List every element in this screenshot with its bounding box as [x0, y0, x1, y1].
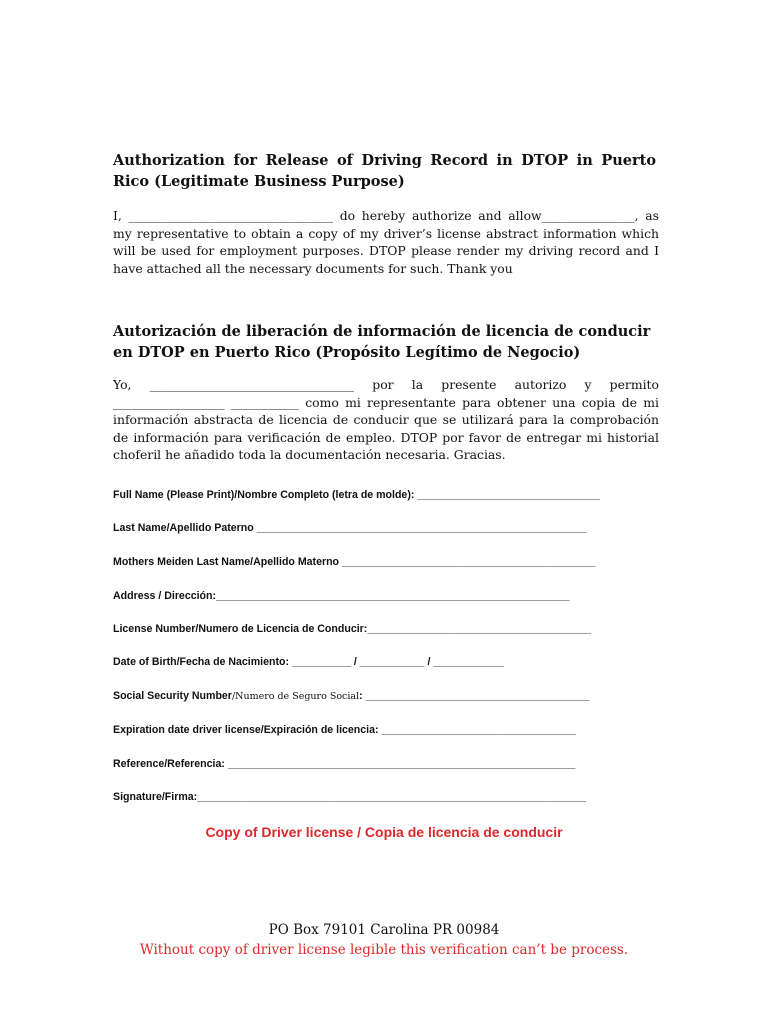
english-authorization-paragraph: I, _________________________________ do hereby authorize and allow_______________, as my representative to obtain a copy of my driver’s license abstract information which will be used for employment purposes. DTOP please render my driving record and I have attached all the necessary documents for such. Thank you — [113, 208, 659, 276]
last-name-label: Last Name/Apellido Paterno — [113, 522, 257, 534]
last-name-field[interactable] — [113, 522, 587, 534]
date-of-birth-blank[interactable]: __________ / ___________ / ____________ — [291, 656, 505, 668]
reference-blank[interactable]: ___________________________________________________________ — [227, 758, 576, 770]
mothers-last-name-field[interactable] — [113, 556, 595, 568]
mothers-last-name-blank[interactable]: ___________________________________________ — [341, 556, 596, 568]
expiration-date-blank[interactable]: _________________________________ — [381, 724, 576, 736]
license-number-label: License Number/Numero de Licencia de Conducir: — [113, 623, 368, 635]
address-blank[interactable]: ____________________________________________________________ — [216, 590, 570, 602]
full-name-field[interactable] — [113, 489, 600, 501]
signature-blank[interactable]: __________________________________________________________________ — [197, 791, 587, 803]
footer-warning: Without copy of driver license legible this verification can’t be process. — [139, 942, 629, 958]
social-security-label-colon: : — [359, 690, 366, 702]
reference-label: Reference/Referencia: — [113, 758, 228, 770]
mothers-last-name-label: Mothers Meiden Last Name/Apellido Materno — [113, 556, 342, 568]
last-name-blank[interactable]: ________________________________________________________ — [256, 522, 587, 534]
license-number-field[interactable] — [113, 623, 591, 635]
signature-label: Signature/Firma: — [113, 791, 198, 803]
expiration-date-label: Expiration date driver license/Expiración de licencia: — [113, 724, 382, 736]
full-name-blank[interactable]: _______________________________ — [417, 489, 600, 501]
social-security-field[interactable] — [113, 690, 589, 702]
signature-field[interactable] — [113, 791, 586, 803]
date-of-birth-field[interactable] — [113, 656, 504, 668]
spanish-authorization-paragraph: Yo, _________________________________ por la presente autorizo y permito __________________ ___________ como mi representante para obtener una copia de mi información abstracta de licencia de conducir que se utilizará para la comprobación de información para verificación de empleo. DTOP por favor de entregar mi historial choferil he añadido toda la documentación necesaria. Gracias. — [113, 377, 659, 462]
address-label: Address / Dirección: — [113, 590, 217, 602]
license-number-blank[interactable]: ______________________________________ — [367, 623, 592, 635]
social-security-blank[interactable]: ______________________________________ — [365, 690, 590, 702]
english-title: Authorization for Release of Driving Record in DTOP in Puerto Rico (Legitimate Business Purpose) — [113, 152, 656, 190]
reference-field[interactable] — [113, 758, 575, 770]
address-field[interactable] — [113, 590, 570, 602]
social-security-label: Social Security Number — [113, 690, 232, 702]
full-name-label: Full Name (Please Print)/Nombre Completo (letra de molde): — [113, 489, 418, 501]
footer-address: PO Box 79101 Carolina PR 00984 — [268, 922, 500, 938]
expiration-date-field[interactable] — [113, 724, 576, 736]
copy-driver-license-heading: Copy of Driver license / Copia de licencia de conducir — [205, 824, 563, 840]
spanish-title: Autorización de liberación de información de licencia de conducir en DTOP en Puerto Rico (Propósito Legítimo de Negocio) — [113, 323, 651, 361]
social-security-label-spanish: /Numero de Seguro Social — [231, 691, 360, 702]
date-of-birth-label: Date of Birth/Fecha de Nacimiento: — [113, 656, 292, 668]
